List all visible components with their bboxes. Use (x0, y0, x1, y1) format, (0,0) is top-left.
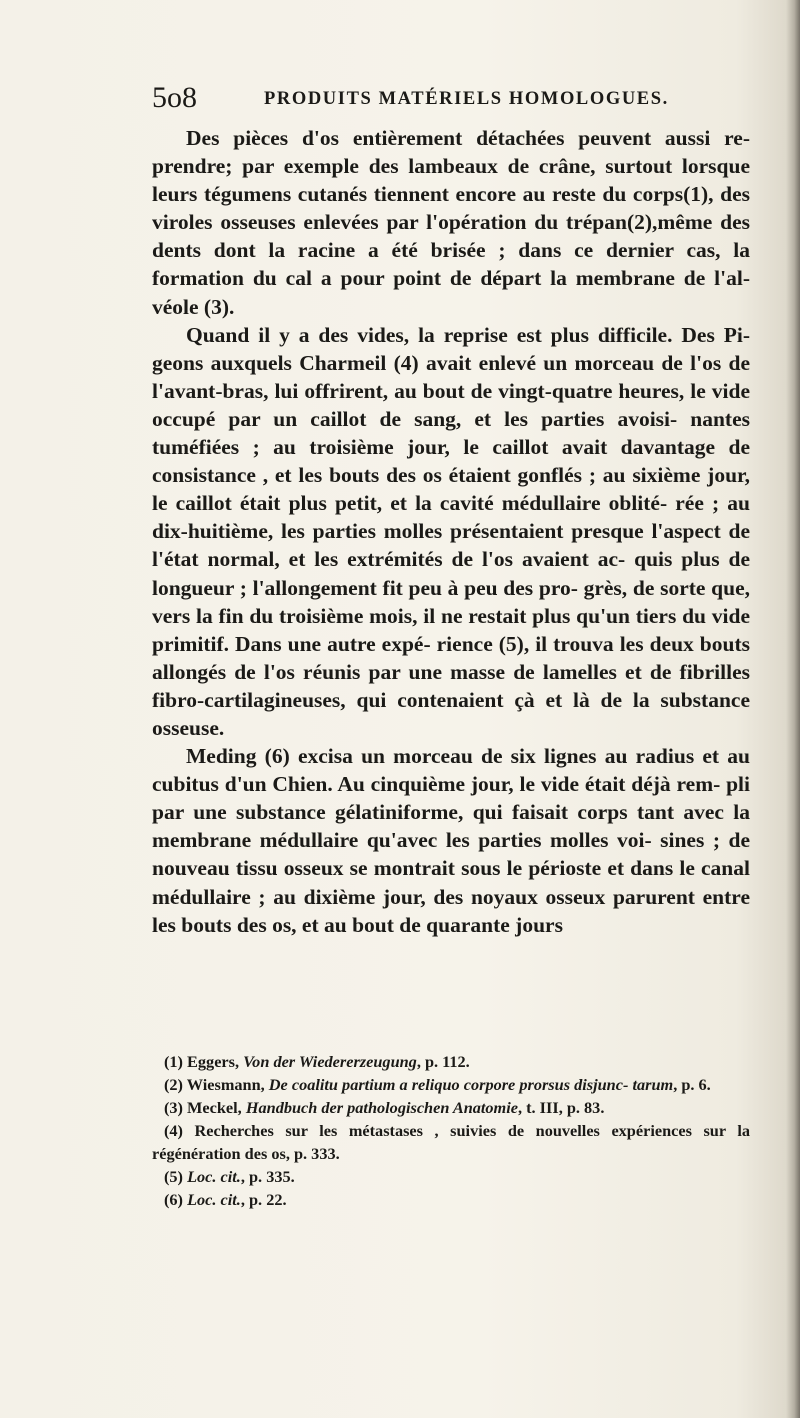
footnote (152, 1050, 750, 1073)
footnote-text: (4) Recherches sur les métastases , suivies de nouvelles expériences sur la régénération des os, p. 333. (152, 1121, 750, 1163)
page-header (152, 80, 752, 116)
footnote-text: (6) (164, 1190, 188, 1209)
paragraph: Meding (6) excisa un morceau de six lignes au radius et au cubitus d'un Chien. Au cinquième jour, le vide était déjà rem- pli par une substance gélatiniforme, qui faisait corps tant avec la membrane médullaire qu'avec les parties molles voi- sines ; de nouveau tissu osseux se montrait sous le périoste et dans le canal médullaire ; au dixième jour, des noyaux osseux parurent entre les bouts des os, et au bout de quarante jours (152, 744, 750, 937)
footnote-title: Handbuch der pathologischen Anatomie (245, 1098, 518, 1117)
footnote-text: , t. III, p. 83. (517, 1098, 605, 1117)
footnote (152, 1165, 750, 1188)
footnote-text: (2) Wiesmann, (164, 1075, 269, 1094)
footnote-title: De coalitu partium a reliquo corpore prorsus disjunc- tarum (268, 1075, 674, 1094)
paragraph: Quand il y a des vides, la reprise est plus difficile. Des Pi- geons auxquels Charmeil (4) avait enlevé un morceau de l'os de l'avant-bras, lui offrirent, au bout de vingt-quatre heures, le vide occupé par un caillot de sang, et les parties avoisi- nantes tuméfiées ; au troisième jour, le caillot avait davantage de consistance , et les bouts des os étaient gonflés ; au sixième jour, le caillot était plus petit, et la cavité médullaire oblité- rée ; au dix-huitième, les parties molles présentaient presque l'aspect de l'état normal, et les extrémités de l'os avaient ac- quis plus de longueur ; l'allongement fit peu à peu des pro- grès, de sorte que, vers la fin du troisième mois, il ne restait plus qu'un tiers du vide primitif. Dans une autre expé- rience (5), il trouva les deux bouts allongés de l'os réunis par une masse de lamelles et de fibrilles fibro-cartilagineuses, qui contenaient çà et là de la substance osseuse. (152, 322, 750, 740)
page-edge-shadow (786, 0, 800, 1418)
running-title: PRODUITS MATÉRIELS HOMOLOGUES. (264, 89, 669, 109)
footnote-text: , p. 335. (240, 1167, 295, 1186)
footnote-text: (3) Meckel, (164, 1098, 246, 1117)
footnote-title: Von der Wiedererzeugung (243, 1052, 417, 1071)
footnote (152, 1119, 750, 1165)
footnote-text: (5) (164, 1167, 188, 1186)
footnote-text: , p. 6. (673, 1075, 711, 1094)
footnote-title: Loc. cit. (187, 1190, 241, 1209)
footnote (152, 1188, 750, 1211)
footnote-title: Loc. cit. (187, 1167, 241, 1186)
footnote (152, 1096, 750, 1119)
footnotes (152, 1050, 750, 1211)
footnote (152, 1073, 750, 1096)
footnote-text: , p. 112. (416, 1052, 470, 1071)
page-number: 5o8 (152, 81, 197, 114)
footnote-text: , p. 22. (240, 1190, 287, 1209)
body-text (152, 124, 750, 939)
footnote-text: (1) Eggers, (164, 1052, 244, 1071)
paragraph: Des pièces d'os entièrement détachées peuvent aussi re- prendre; par exemple des lambeaux de crâne, surtout lorsque leurs tégumens cutanés tiennent encore au reste du corps(1), des viroles osseuses enlevées par l'opération du trépan(2),même des dents dont la racine a été brisée ; dans ce dernier cas, la formation du cal a pour point de départ la membrane de l'al- véole (3). (152, 126, 750, 319)
